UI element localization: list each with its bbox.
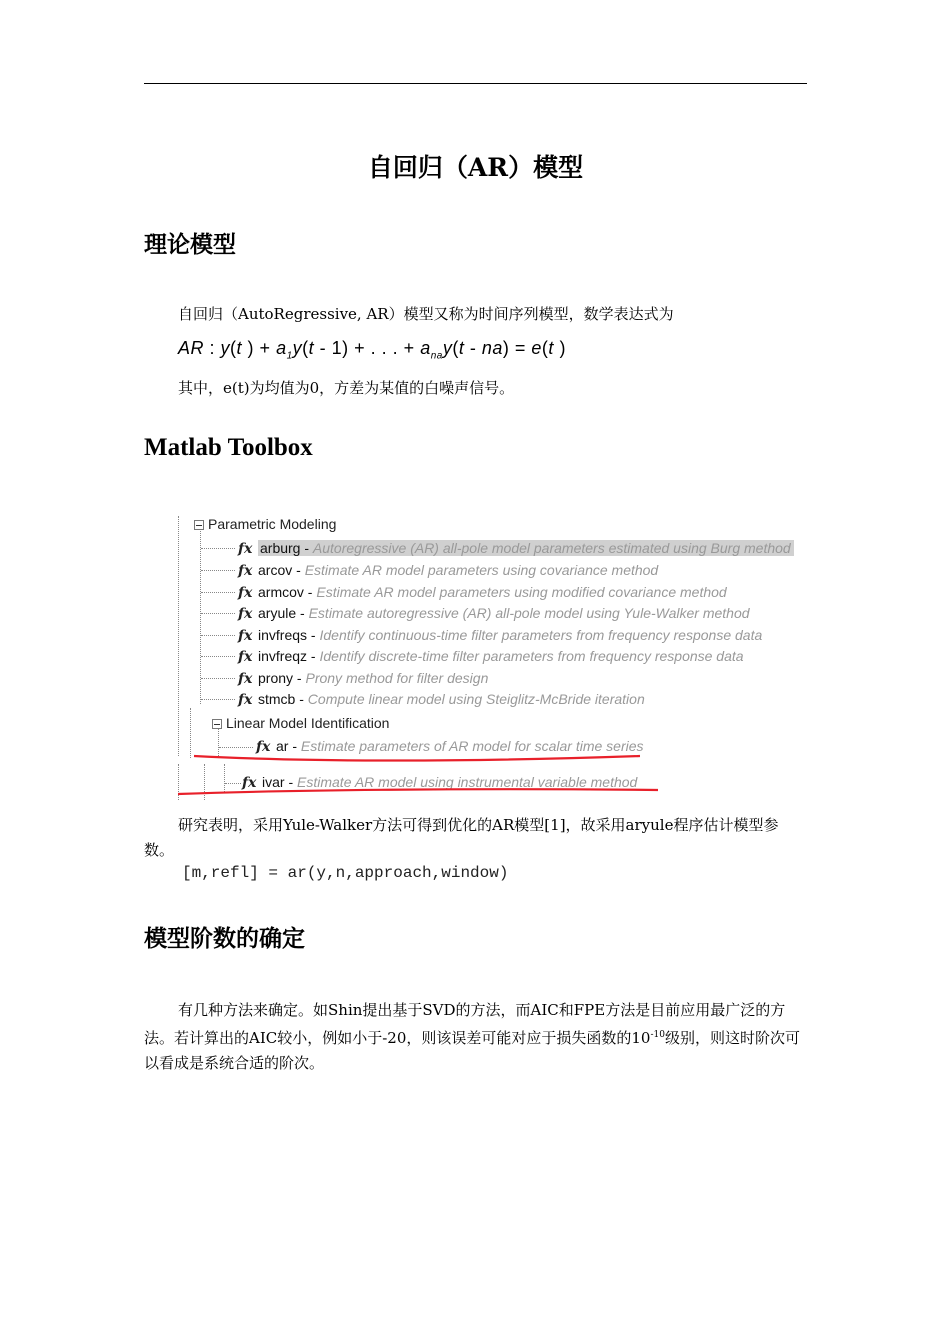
function-row-invfreqs[interactable]: fx invfreqs - Identify continuous-time filter parameters from frequency response data xyxy=(238,627,763,644)
order-text-part2: 级别，则这时阶次可以看成是系统合适的阶次。 xyxy=(144,1029,800,1072)
order-exponent: -10 xyxy=(650,1030,665,1040)
order-paragraph xyxy=(144,998,807,1076)
document-title: 自回归（AR）模型 xyxy=(367,153,584,182)
function-icon: fx xyxy=(238,585,253,601)
function-icon: fx xyxy=(256,739,271,755)
function-icon: fx xyxy=(238,628,253,644)
order-text-part1: 有几种方法来确定。如Shin提出基于SVD的方法，而AIC和FPE方法是目前应用最广泛的方法。若计算出的AIC较小，例如小于-20，则该误差可能对应于损失函数的10 xyxy=(144,1001,786,1047)
function-icon: fx xyxy=(238,671,253,687)
underline-ivar xyxy=(178,789,658,794)
function-row-stmcb[interactable]: fx stmcb - Compute linear model using Steiglitz-McBride iteration xyxy=(238,691,645,708)
code-line: [m,refl] = ar(y,n,approach,window) xyxy=(182,864,509,882)
function-icon: fx xyxy=(238,606,253,622)
theory-intro: 自回归（AutoRegressive, AR）模型又称为时间序列模型，数学表达式为 xyxy=(178,305,674,323)
function-row-ar[interactable]: fx ar - Estimate parameters of AR model for scalar time series xyxy=(256,738,644,755)
red-underline-annotations xyxy=(170,512,810,802)
underline-ar xyxy=(194,756,640,761)
function-icon: fx xyxy=(238,541,253,557)
function-row-prony[interactable]: fx prony - Prony method for filter design xyxy=(238,670,489,687)
toolbox-paragraph: 研究表明，采用Yule-Walker方法可得到优化的AR模型[1]，故采用aryule程序估计模型参数。 xyxy=(144,816,779,859)
function-row-armcov[interactable]: fx armcov - Estimate AR model parameters using modified covariance method xyxy=(238,584,727,601)
section-heading-toolbox: Matlab Toolbox xyxy=(144,434,313,461)
function-icon: fx xyxy=(238,692,253,708)
function-icon: fx xyxy=(238,563,253,579)
section-heading-order: 模型阶数的确定 xyxy=(144,925,305,952)
matlab-function-tree xyxy=(170,512,810,802)
section-heading-theory: 理论模型 xyxy=(144,231,236,258)
group-label: Linear Model Identification xyxy=(226,715,390,731)
function-icon: fx xyxy=(242,775,257,791)
ar-formula: AR : y(t ) + $a_1y(t - 1)$ + . . . + $a_{na}y(t - na) = e(t$ ) xyxy=(178,338,566,362)
function-row-invfreqz[interactable]: fx invfreqz - Identify discrete-time filter parameters from frequency response data xyxy=(238,648,744,665)
function-row-arcov[interactable]: fx arcov - Estimate AR model parameters using covariance method xyxy=(238,562,659,579)
function-row-aryule[interactable]: fx aryule - Estimate autoregressive (AR) all-pole model using Yule-Walker method xyxy=(238,605,750,622)
theory-note: 其中，e(t)为均值为0，方差为某值的白噪声信号。 xyxy=(178,379,515,397)
function-icon: fx xyxy=(238,649,253,665)
function-row-ivar[interactable]: fx ivar - Estimate AR model using instrumental variable method xyxy=(242,774,638,791)
header-rule xyxy=(144,83,807,84)
group-label: Parametric Modeling xyxy=(208,516,337,532)
function-row-arburg[interactable]: fx arburg - Autoregressive (AR) all-pole model parameters estimated using Burg method xyxy=(238,538,794,558)
